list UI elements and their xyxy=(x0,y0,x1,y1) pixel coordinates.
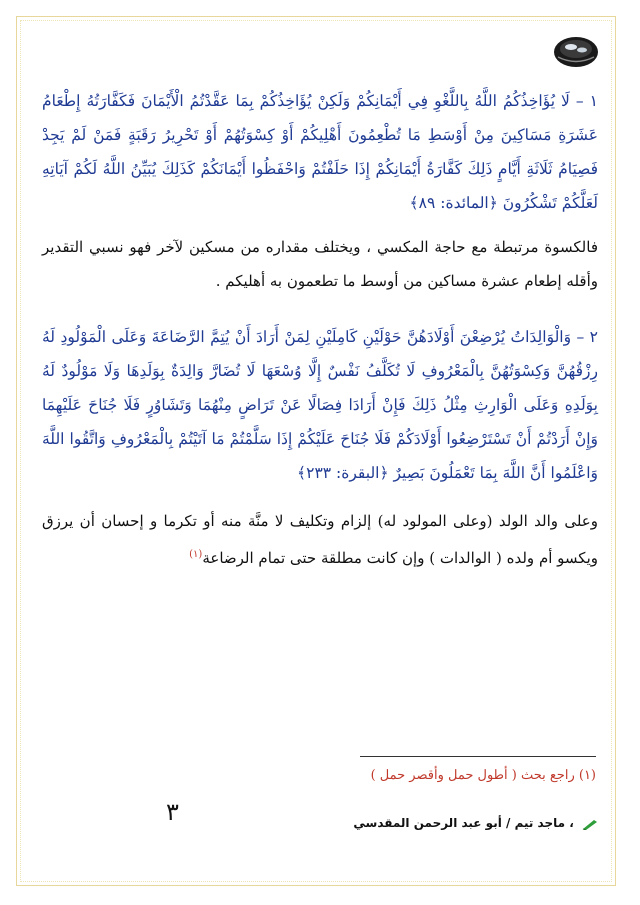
commentary-paragraph-1: فالكسوة مرتبطة مع حاجة المكسي ، ويختلف مقداره من مسكين لآخر فهو نسبي التقدير وأقله إطعام عشرة مساكين من أوسط ما تطعمون به أهليكم . xyxy=(42,238,598,290)
page-content xyxy=(42,82,598,575)
commentary-paragraph-2-text: وعلى والد الولد (وعلى المولود له) إلزام وتكليف لا منَّة منه أو تكرما و إحسان أن يرزق ويكسو أم ولده ( الوالدات ) وإن كانت مطلقة حتى تمام الرضاعة xyxy=(42,512,598,567)
pen-icon xyxy=(582,818,598,830)
quran-verse-baqarah-233: ٢ – وَالْوَالِدَاتُ يُرْضِعْنَ أَوْلَادَهُنَّ حَوْلَيْنِ كَامِلَيْنِ لِمَنْ أَرَادَ أَنْ يُتِمَّ الرَّضَاعَةَ وَعَلَى الْمَوْلُودِ لَهُ رِزْقُهُنَّ وَكِسْوَتُهُنَّ بِالْمَعْرُوفِ لَا تُكَلَّفُ نَفْسٌ إِلَّا وُسْعَهَا لَا تُضَارَّ وَالِدَةٌ بِوَلَدِهَا وَلَا مَوْلُودٌ لَهُ بِوَلَدِهِ وَعَلَى الْوَارِثِ مِثْلُ ذَلِكَ فَإِنْ أَرَادَا فِصَالًا عَنْ تَرَاضٍ مِنْهُمَا وَتَشَاوُرٍ فَلَا جُنَاحَ عَلَيْهِمَا وَإِنْ أَرَدْتُمْ أَنْ تَسْتَرْضِعُوا أَوْلَادَكُمْ فَلَا جُنَاحَ عَلَيْكُمْ إِذَا سَلَّمْتُمْ مَا آتَيْتُمْ بِالْمَعْرُوفِ وَاتَّقُوا اللَّهَ وَاعْلَمُوا أَنَّ اللَّهَ بِمَا تَعْمَلُونَ بَصِيرٌ ﴿البقرة: ٢٣٣﴾ xyxy=(42,328,598,482)
footnote-reference[interactable]: (١) xyxy=(189,549,203,560)
author-name: ، ماجد تيم / أبو عبد الرحمن المقدسي xyxy=(353,816,574,830)
page-number: ٣ xyxy=(166,798,179,826)
logo-icon xyxy=(552,30,600,70)
footnote: (١) راجع بحث ( أطول حمل وأقصر حمل ) xyxy=(370,768,596,783)
quran-verse-maidah-89: ١ – لَا يُؤَاخِذُكُمُ اللَّهُ بِاللَّغْوِ فِي أَيْمَانِكُمْ وَلَكِنْ يُؤَاخِذُكُمْ بِمَا عَقَّدْتُمُ الْأَيْمَانَ فَكَفَّارَتُهُ إِطْعَامُ عَشَرَةِ مَسَاكِينَ مِنْ أَوْسَطِ مَا تُطْعِمُونَ أَهْلِيكُمْ أَوْ كِسْوَتُهُمْ أَوْ تَحْرِيرُ رَقَبَةٍ فَمَنْ لَمْ يَجِدْ فَصِيَامُ ثَلَاثَةِ أَيَّامٍ ذَلِكَ كَفَّارَةُ أَيْمَانِكُمْ إِذَا حَلَفْتُمْ وَاحْفَظُوا أَيْمَانَكُمْ كَذَلِكَ يُبَيِّنُ اللَّهُ لَكُمْ آيَاتِهِ لَعَلَّكُمْ تَشْكُرُونَ ﴿المائدة: ٨٩﴾ xyxy=(42,92,598,212)
commentary-paragraph-2 xyxy=(42,504,598,575)
author-signature xyxy=(353,816,598,830)
footnote-divider xyxy=(360,756,596,757)
